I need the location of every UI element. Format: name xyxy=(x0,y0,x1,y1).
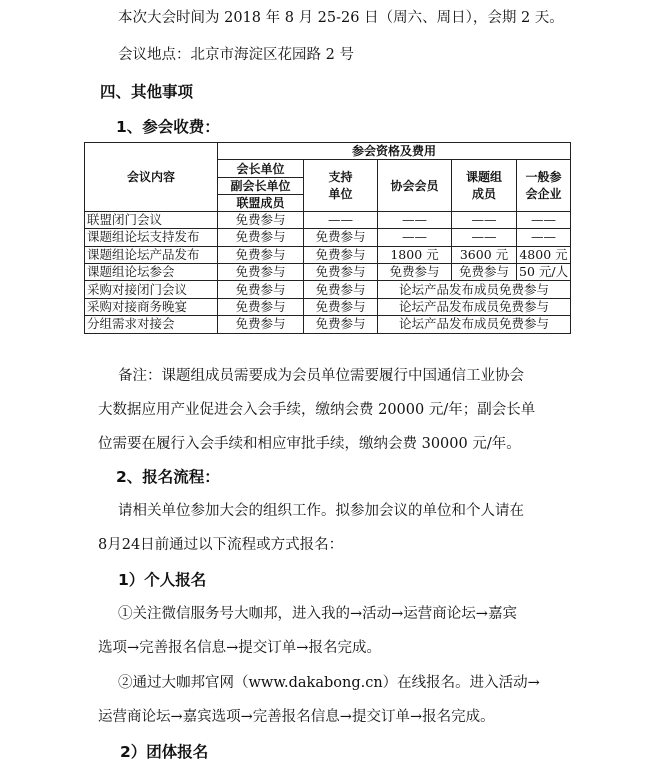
row-item: 采购对接商务晚宴 xyxy=(85,298,218,315)
cell: 免费参与 xyxy=(304,263,378,280)
personal-step-2-line-2: 运营商论坛→嘉宾选项→完善报名信息→提交订单→报名完成。 xyxy=(98,709,495,725)
note-line-1: 备注：课题组成员需要成为会员单位需要履行中国通信工业协会 xyxy=(118,368,524,384)
header-qualification-fees: 参会资格及费用 xyxy=(218,143,571,160)
fee-table-header-row xyxy=(85,143,571,160)
cell: 免费参与 xyxy=(304,229,378,246)
registration-line-1: 请相关单位参加大会的组织工作。拟参加会议的单位和个人请在 xyxy=(118,503,524,519)
row-item: 分组需求对接会 xyxy=(85,316,218,333)
header-vice-president-alliance: 副会长单位 联盟成员 xyxy=(218,177,304,211)
cell: 免费参与 xyxy=(452,263,517,280)
table-row xyxy=(85,298,571,315)
personal-step-2-line-1: ②通过大咖邦官网（www.dakabong.cn）在线报名。进入活动→ xyxy=(118,675,540,691)
cell: —— xyxy=(304,211,378,228)
row-item: 课题组论坛支持发布 xyxy=(85,229,218,246)
note-line-3: 位需要在履行入会手续和相应审批手续，缴纳会费 30000 元/年。 xyxy=(98,436,521,452)
header-project-group-member: 课题组 成员 xyxy=(452,160,517,211)
cell: 3600 元 xyxy=(452,246,517,263)
merged-cell: 论坛产品发布成员免费参与 xyxy=(378,298,571,315)
cell: 免费参与 xyxy=(218,316,304,333)
cell: 免费参与 xyxy=(304,281,378,298)
subheading-group-registration: 2）团体报名 xyxy=(120,743,209,761)
cell: 1800 元 xyxy=(378,246,452,263)
table-row xyxy=(85,229,571,246)
cell: 免费参与 xyxy=(304,298,378,315)
personal-step-1-line-1: ①关注微信服务号大咖邦，进入我的→活动→运营商论坛→嘉宾 xyxy=(118,606,517,622)
table-row xyxy=(85,281,571,298)
cell: —— xyxy=(452,229,517,246)
cell: 免费参与 xyxy=(218,298,304,315)
merged-cell: 论坛产品发布成员免费参与 xyxy=(378,316,571,333)
header-meeting-content: 会议内容 xyxy=(85,143,218,212)
header-president-unit: 会长单位 xyxy=(218,160,304,177)
personal-step-1-line-2: 选项→完善报名信息→提交订单→报名完成。 xyxy=(98,640,381,656)
meeting-time-text: 本次大会时间为 2018 年 8 月 25-26 日（周六、周日），会期 2 天。 xyxy=(118,10,564,26)
cell: 免费参与 xyxy=(218,211,304,228)
table-row xyxy=(85,211,571,228)
note-line-2: 大数据应用产业促进会入会手续，缴纳会费 20000 元/年；副会长单 xyxy=(98,402,536,418)
merged-cell: 论坛产品发布成员免费参与 xyxy=(378,281,571,298)
cell: —— xyxy=(378,211,452,228)
section-heading-other-matters: 四、其他事项 xyxy=(100,83,194,101)
subheading-fees: 1、参会收费： xyxy=(116,118,220,136)
fee-table xyxy=(84,142,571,334)
table-row xyxy=(85,316,571,333)
cell: 免费参与 xyxy=(218,229,304,246)
header-general-enterprise: 一般参 会企业 xyxy=(517,160,571,211)
cell: —— xyxy=(517,211,571,228)
cell: 免费参与 xyxy=(304,316,378,333)
cell: 50 元/人 xyxy=(517,263,571,280)
cell: 免费参与 xyxy=(218,246,304,263)
row-item: 课题组论坛参会 xyxy=(85,263,218,280)
cell: 免费参与 xyxy=(218,281,304,298)
row-item: 采购对接闭门会议 xyxy=(85,281,218,298)
meeting-venue-text: 会议地点：北京市海淀区花园路 2 号 xyxy=(118,47,354,63)
subheading-registration: 2、报名流程： xyxy=(116,468,220,486)
row-item: 课题组论坛产品发布 xyxy=(85,246,218,263)
registration-line-2: 8月24日前通过以下流程或方式报名： xyxy=(98,537,344,553)
cell: —— xyxy=(517,229,571,246)
cell: —— xyxy=(452,211,517,228)
header-association-member: 协会会员 xyxy=(378,160,452,211)
table-row xyxy=(85,263,571,280)
header-support-unit: 支持 单位 xyxy=(304,160,378,211)
cell: —— xyxy=(378,229,452,246)
cell: 4800 元 xyxy=(517,246,571,263)
subheading-personal-registration: 1）个人报名 xyxy=(118,571,207,589)
cell: 免费参与 xyxy=(218,263,304,280)
cell: 免费参与 xyxy=(378,263,452,280)
table-row xyxy=(85,246,571,263)
row-item: 联盟闭门会议 xyxy=(85,211,218,228)
cell: 免费参与 xyxy=(304,246,378,263)
